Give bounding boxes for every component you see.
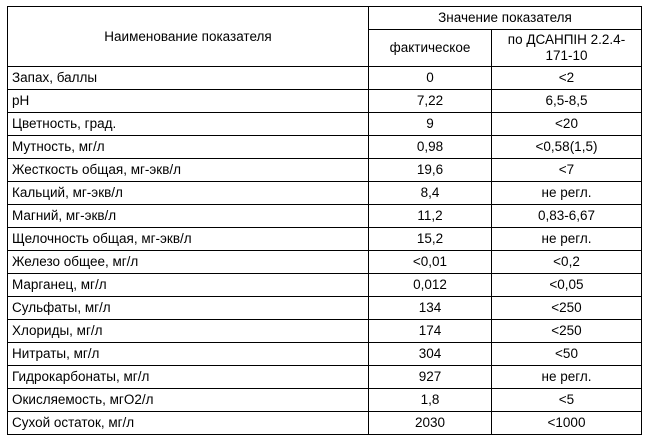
- indicator-name-cell: Запах, баллы: [8, 67, 369, 90]
- table-row: [8, 251, 642, 274]
- table-row: [8, 343, 642, 366]
- table-row: [8, 274, 642, 297]
- indicator-name-cell: Цветность, град.: [8, 113, 369, 136]
- table-row: [8, 159, 642, 182]
- indicator-name-cell: Магний, мг-экв/л: [8, 205, 369, 228]
- indicator-name-cell: Железо общее, мг/л: [8, 251, 369, 274]
- indicator-name-cell: Хлориды, мг/л: [8, 320, 369, 343]
- norm-value-cell: <0,05: [492, 274, 642, 297]
- indicator-name-cell: Жесткость общая, мг-экв/л: [8, 159, 369, 182]
- norm-value-cell: <0,2: [492, 251, 642, 274]
- table-row: [8, 366, 642, 389]
- actual-value-cell: 8,4: [369, 182, 492, 205]
- actual-value-cell: 174: [369, 320, 492, 343]
- indicator-name-cell: pH: [8, 90, 369, 113]
- actual-value-cell: 304: [369, 343, 492, 366]
- norm-value-cell: не регл.: [492, 366, 642, 389]
- table-body: [8, 67, 642, 435]
- actual-value-cell: 11,2: [369, 205, 492, 228]
- norm-value-cell: <1000: [492, 412, 642, 435]
- table-row: [8, 113, 642, 136]
- actual-value-cell: 0,012: [369, 274, 492, 297]
- table-header: [8, 7, 642, 67]
- norm-value-cell: <7: [492, 159, 642, 182]
- actual-value-cell: 927: [369, 366, 492, 389]
- header-value-group: Значение показателя: [369, 7, 642, 30]
- norm-value-cell: 6,5-8,5: [492, 90, 642, 113]
- actual-value-cell: <0,01: [369, 251, 492, 274]
- table-row: [8, 320, 642, 343]
- indicator-name-cell: Нитраты, мг/л: [8, 343, 369, 366]
- table-row: [8, 205, 642, 228]
- actual-value-cell: 19,6: [369, 159, 492, 182]
- norm-value-cell: 0,83-6,67: [492, 205, 642, 228]
- water-quality-table: [7, 6, 642, 435]
- actual-value-cell: 7,22: [369, 90, 492, 113]
- actual-value-cell: 1,8: [369, 389, 492, 412]
- norm-value-cell: <50: [492, 343, 642, 366]
- actual-value-cell: 0: [369, 67, 492, 90]
- norm-value-cell: не регл.: [492, 182, 642, 205]
- actual-value-cell: 2030: [369, 412, 492, 435]
- norm-value-cell: <250: [492, 297, 642, 320]
- norm-value-cell: <0,58(1,5): [492, 136, 642, 159]
- table-row: [8, 136, 642, 159]
- table-row: [8, 228, 642, 251]
- norm-value-cell: <5: [492, 389, 642, 412]
- header-actual: фактическое: [369, 30, 492, 67]
- indicator-name-cell: Гидрокарбонаты, мг/л: [8, 366, 369, 389]
- indicator-name-cell: Щелочность общая, мг-экв/л: [8, 228, 369, 251]
- indicator-name-cell: Сульфаты, мг/л: [8, 297, 369, 320]
- table-row: [8, 67, 642, 90]
- table-row: [8, 297, 642, 320]
- actual-value-cell: 0,98: [369, 136, 492, 159]
- norm-value-cell: не регл.: [492, 228, 642, 251]
- indicator-name-cell: Сухой остаток, мг/л: [8, 412, 369, 435]
- actual-value-cell: 15,2: [369, 228, 492, 251]
- indicator-name-cell: Мутность, мг/л: [8, 136, 369, 159]
- indicator-name-cell: Марганец, мг/л: [8, 274, 369, 297]
- indicator-name-cell: Окисляемость, мгО2/л: [8, 389, 369, 412]
- table-row: [8, 412, 642, 435]
- norm-value-cell: <250: [492, 320, 642, 343]
- norm-value-cell: <2: [492, 67, 642, 90]
- table-row: [8, 90, 642, 113]
- table-row: [8, 182, 642, 205]
- actual-value-cell: 134: [369, 297, 492, 320]
- table-row: [8, 389, 642, 412]
- header-indicator-name: Наименование показателя: [8, 7, 369, 67]
- actual-value-cell: 9: [369, 113, 492, 136]
- indicator-name-cell: Кальций, мг-экв/л: [8, 182, 369, 205]
- norm-value-cell: <20: [492, 113, 642, 136]
- header-row-top: [8, 7, 642, 30]
- header-norm: по ДСАНПІН 2.2.4-171-10: [492, 30, 642, 67]
